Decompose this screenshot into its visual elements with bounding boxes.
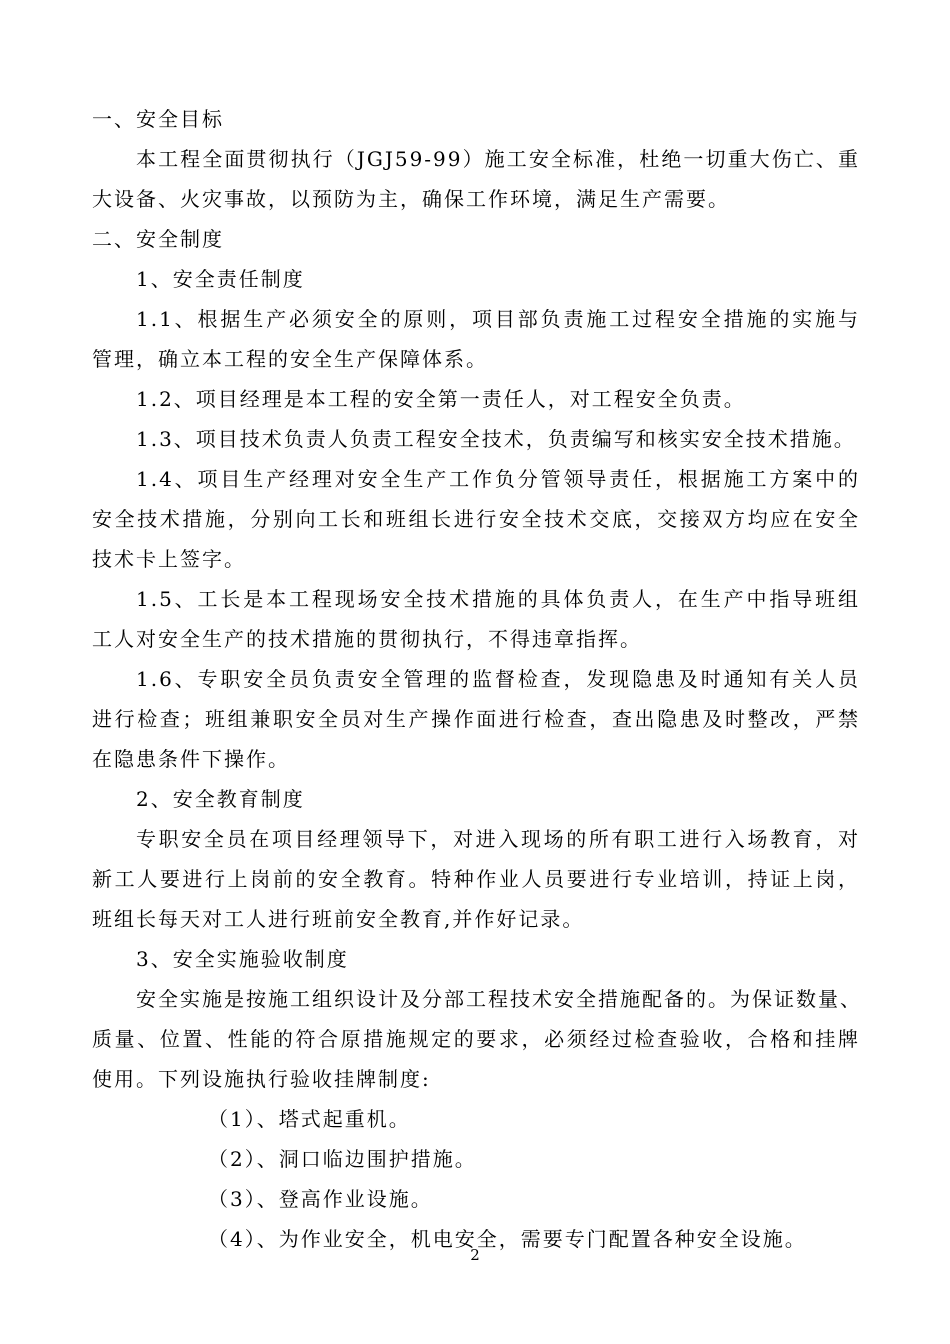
paragraph-line: 技术卡上签字。 xyxy=(92,547,246,571)
list-item: （2）、洞口临边围护措施。 xyxy=(208,1147,477,1171)
heading-safety-system: 二、安全制度 xyxy=(92,227,224,251)
paragraph-line: 专职安全员在项目经理领导下，对进入现场的所有职工进行入场教育，对 xyxy=(136,827,860,851)
paragraph-line: 新工人要进行上岗前的安全教育。特种作业人员要进行专业培训，持证上岗， xyxy=(92,867,860,891)
paragraph-line: 1.4、项目生产经理对安全生产工作负分管领导责任，根据施工方案中的 xyxy=(136,467,860,491)
list-item: （1）、塔式起重机。 xyxy=(208,1107,411,1131)
paragraph-line: 本工程全面贯彻执行（JGJ59-99）施工安全标准，杜绝一切重大伤亡、重 xyxy=(136,147,860,171)
paragraph-line: 管理，确立本工程的安全生产保障体系。 xyxy=(92,347,488,371)
list-item: （4）、为作业安全，机电安全，需要专门配置各种安全设施。 xyxy=(208,1227,807,1251)
paragraph-line: 使用。下列设施执行验收挂牌制度: xyxy=(92,1067,431,1091)
paragraph-line: 1.6、专职安全员负责安全管理的监督检查，发现隐患及时通知有关人员 xyxy=(136,667,860,691)
list-item: （3）、登高作业设施。 xyxy=(208,1187,433,1211)
paragraph-line: 安全实施是按施工组织设计及分部工程技术安全措施配备的。为保证数量、 xyxy=(136,987,862,1011)
paragraph-line: 1.5、工长是本工程现场安全技术措施的具体负责人，在生产中指导班组 xyxy=(136,587,860,611)
page-number: 2 xyxy=(470,1246,480,1264)
paragraph-line: 在隐患条件下操作。 xyxy=(92,747,290,771)
subheading-education-system: 2、安全教育制度 xyxy=(136,787,305,811)
subheading-acceptance-system: 3、安全实施验收制度 xyxy=(136,947,349,971)
paragraph-line: 质量、位置、性能的符合原措施规定的要求，必须经过检查验收，合格和挂牌 xyxy=(92,1027,860,1051)
paragraph-line: 1.1、根据生产必须安全的原则，项目部负责施工过程安全措施的实施与 xyxy=(136,307,860,331)
paragraph-line: 1.3、项目技术负责人负责工程安全技术，负责编写和核实安全技术措施。 xyxy=(136,427,856,451)
paragraph-line: 进行检查；班组兼职安全员对生产操作面进行检查，查出隐患及时整改，严禁 xyxy=(92,707,860,731)
subheading-responsibility-system: 1、安全责任制度 xyxy=(136,267,305,291)
paragraph-line: 工人对安全生产的技术措施的贯彻执行，不得违章指挥。 xyxy=(92,627,642,651)
paragraph-line: 1.2、项目经理是本工程的安全第一责任人，对工程安全负责。 xyxy=(136,387,746,411)
heading-safety-goal: 一、安全目标 xyxy=(92,107,224,131)
paragraph-line: 大设备、火灾事故，以预防为主，确保工作环境，满足生产需要。 xyxy=(92,187,730,211)
paragraph-line: 班组长每天对工人进行班前安全教育,并作好记录。 xyxy=(92,907,585,931)
paragraph-line: 安全技术措施，分别向工长和班组长进行安全技术交底，交接双方均应在安全 xyxy=(92,507,860,531)
